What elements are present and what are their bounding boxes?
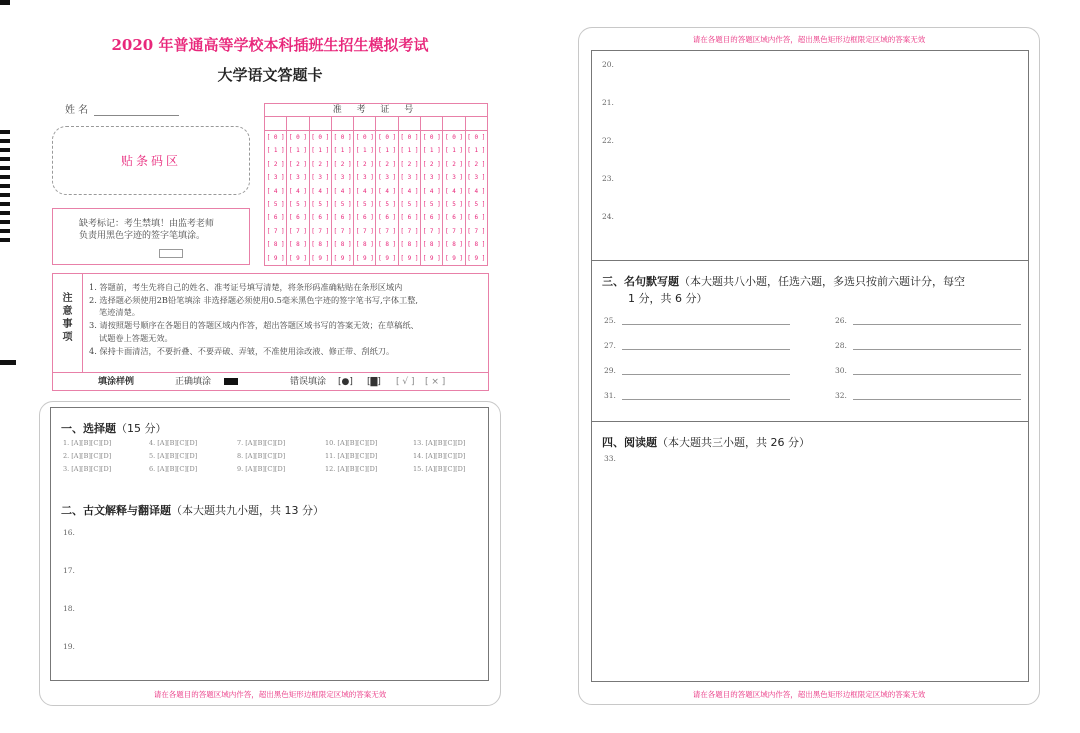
correct-fill-label: 正确填涂 bbox=[175, 377, 212, 387]
digit-bubble[interactable]: [ 8 ] bbox=[400, 241, 419, 249]
fill-answer-line[interactable] bbox=[853, 349, 1021, 350]
admission-digit-column bbox=[421, 117, 443, 265]
digit-bubble[interactable]: [ 6 ] bbox=[400, 214, 419, 222]
choice-bubble-group[interactable]: 14. [A][B][C][D] bbox=[413, 452, 466, 460]
digit-bubble[interactable]: [ 0 ] bbox=[400, 134, 419, 141]
question-20[interactable]: 20. bbox=[602, 60, 614, 69]
digit-bubble[interactable]: [ 2 ] bbox=[444, 160, 464, 168]
digit-bubble[interactable]: [ 7 ] bbox=[355, 227, 374, 235]
digit-bubble[interactable]: [ 4 ] bbox=[355, 187, 374, 195]
admission-digit-write-box[interactable] bbox=[443, 117, 464, 131]
admission-digit-write-box[interactable] bbox=[376, 117, 397, 131]
digit-bubble[interactable]: [ 3 ] bbox=[422, 174, 441, 182]
digit-bubble[interactable]: [ 2 ] bbox=[355, 160, 374, 168]
digit-bubble[interactable]: [ 7 ] bbox=[422, 227, 441, 235]
question-33[interactable]: 33. bbox=[604, 454, 616, 463]
fill-answer-line[interactable] bbox=[622, 324, 790, 325]
digit-bubble[interactable]: [ 0 ] bbox=[311, 134, 330, 141]
digit-bubble[interactable]: [ 7 ] bbox=[400, 227, 419, 235]
section3-points-line2: 1 分，共 6 分） bbox=[628, 292, 708, 305]
question-21[interactable]: 21. bbox=[602, 98, 614, 107]
digit-bubble[interactable]: [ 0 ] bbox=[422, 134, 441, 141]
digit-bubble[interactable]: [ 5 ] bbox=[266, 200, 285, 208]
admission-number-columns bbox=[265, 117, 487, 265]
admission-digit-write-box[interactable] bbox=[310, 117, 331, 131]
digit-bubble[interactable]: [ 4 ] bbox=[311, 187, 330, 195]
question-16[interactable]: 16. bbox=[63, 528, 75, 537]
fill-sample-label: 填涂样例 bbox=[98, 377, 135, 387]
admission-digit-column bbox=[399, 117, 421, 265]
question-17[interactable]: 17. bbox=[63, 566, 75, 575]
section2-title: 二、古文解释与翻译题（本大题共九小题，共 13 分） bbox=[61, 504, 324, 517]
absent-checkbox[interactable] bbox=[159, 249, 183, 258]
instruction-line: 2. 选择题必须使用2B铅笔填涂 非选择题必须使用0.5毫米黑色字迹的签字笔书写,字体工整, bbox=[89, 294, 419, 305]
right-header-note: 请在各题目的答题区域内作答，超出黑色矩形边框限定区域的答案无效 bbox=[692, 35, 926, 44]
digit-bubble[interactable]: [ 3 ] bbox=[266, 174, 285, 182]
digit-bubble[interactable]: [ 3 ] bbox=[355, 174, 374, 182]
digit-bubble[interactable]: [ 3 ] bbox=[444, 174, 464, 182]
admission-digit-column bbox=[287, 117, 309, 265]
section1-title: 一、选择题（15 分） bbox=[61, 422, 167, 435]
digit-bubble[interactable]: [ 0 ] bbox=[288, 134, 307, 141]
answer-region-20-24 bbox=[591, 50, 1029, 261]
fill-question: 28. bbox=[835, 341, 847, 350]
choice-bubble-group[interactable]: 1. [A][B][C][D] bbox=[63, 439, 112, 447]
instructions-label bbox=[53, 274, 83, 372]
digit-bubble[interactable]: [ 9 ] bbox=[288, 254, 307, 262]
wrong-mark: [ √ ] bbox=[396, 377, 415, 387]
instruction-line: 1. 答题前，考生先将自己的姓名、准考证号填写清楚，将条形码准确粘贴在条形区域内 bbox=[89, 282, 403, 292]
absent-text-2: 负责用黑色字迹的签字笔填涂。 bbox=[79, 231, 206, 241]
digit-bubble[interactable]: [ 9 ] bbox=[311, 254, 330, 262]
choice-bubble-group[interactable]: 6. [A][B][C][D] bbox=[149, 465, 198, 473]
digit-bubble[interactable]: [ 6 ] bbox=[444, 214, 464, 222]
digit-bubble[interactable]: [ 6 ] bbox=[467, 214, 486, 222]
fill-answer-line[interactable] bbox=[622, 374, 790, 375]
digit-bubble[interactable]: [ 6 ] bbox=[422, 214, 441, 222]
digit-bubble[interactable]: [ 2 ] bbox=[311, 160, 330, 168]
admission-digit-write-box[interactable] bbox=[354, 117, 375, 131]
digit-bubble[interactable]: [ 0 ] bbox=[333, 134, 352, 141]
digit-bubble[interactable]: [ 4 ] bbox=[422, 187, 441, 195]
digit-bubble[interactable]: [ 0 ] bbox=[378, 134, 397, 141]
choice-bubble-group[interactable]: 10. [A][B][C][D] bbox=[325, 439, 378, 447]
admission-digit-write-box[interactable] bbox=[399, 117, 420, 131]
fill-answer-line[interactable] bbox=[853, 399, 1021, 400]
question-18[interactable]: 18. bbox=[63, 604, 75, 613]
digit-bubble[interactable]: [ 6 ] bbox=[378, 214, 397, 222]
instructions-box bbox=[52, 273, 489, 391]
digit-bubble[interactable]: [ 1 ] bbox=[422, 147, 441, 155]
correct-fill-sample bbox=[224, 378, 238, 385]
digit-bubble[interactable]: [ 9 ] bbox=[266, 254, 285, 262]
digit-bubble[interactable]: [ 8 ] bbox=[311, 241, 330, 249]
digit-bubble[interactable]: [ 2 ] bbox=[378, 160, 397, 168]
fill-question: 32. bbox=[835, 391, 847, 400]
instruction-line: 试题卷上答题无效。 bbox=[99, 332, 173, 343]
digit-bubble[interactable]: [ 3 ] bbox=[311, 174, 330, 182]
choice-bubble-group[interactable]: 12. [A][B][C][D] bbox=[325, 465, 378, 473]
question-24[interactable]: 24. bbox=[602, 212, 614, 221]
digit-bubble[interactable]: [ 2 ] bbox=[422, 160, 441, 168]
left-answer-region bbox=[50, 407, 489, 681]
digit-bubble[interactable]: [ 3 ] bbox=[333, 174, 352, 182]
section3-region bbox=[591, 260, 1029, 422]
choice-bubble-group[interactable]: 11. [A][B][C][D] bbox=[325, 452, 378, 460]
digit-bubble[interactable]: [ 6 ] bbox=[288, 214, 307, 222]
digit-bubble[interactable]: [ 9 ] bbox=[378, 254, 397, 262]
digit-bubble[interactable]: [ 1 ] bbox=[355, 147, 374, 155]
fill-answer-line[interactable] bbox=[853, 324, 1021, 325]
instruction-line: 笔迹清楚。 bbox=[99, 307, 140, 318]
digit-bubble[interactable]: [ 9 ] bbox=[400, 254, 419, 262]
wrong-mark: [ × ] bbox=[425, 377, 446, 387]
digit-bubble[interactable]: [ 7 ] bbox=[288, 227, 307, 235]
admission-digit-write-box[interactable] bbox=[265, 117, 286, 131]
admission-number-grid bbox=[264, 103, 488, 266]
fill-question: 27. bbox=[604, 341, 616, 350]
fill-answer-line[interactable] bbox=[622, 349, 790, 350]
digit-bubble[interactable]: [ 8 ] bbox=[444, 241, 464, 249]
notes-label-char: 意 bbox=[62, 306, 73, 317]
digit-bubble[interactable]: [ 8 ] bbox=[288, 241, 307, 249]
digit-bubble[interactable]: [ 2 ] bbox=[467, 160, 486, 168]
admission-digit-column bbox=[310, 117, 332, 265]
digit-bubble[interactable]: [ 8 ] bbox=[467, 241, 486, 249]
digit-bubble[interactable]: [ 8 ] bbox=[355, 241, 374, 249]
digit-bubble[interactable]: [ 4 ] bbox=[266, 187, 285, 195]
digit-bubble[interactable]: [ 3 ] bbox=[467, 174, 486, 182]
digit-bubble[interactable]: [ 6 ] bbox=[355, 214, 374, 222]
digit-bubble[interactable]: [ 0 ] bbox=[266, 134, 285, 141]
digit-bubble[interactable]: [ 0 ] bbox=[355, 134, 374, 141]
digit-bubble[interactable]: [ 2 ] bbox=[333, 160, 352, 168]
choice-bubble-group[interactable]: 2. [A][B][C][D] bbox=[63, 452, 112, 460]
digit-bubble[interactable]: [ 1 ] bbox=[444, 147, 464, 155]
digit-bubble[interactable]: [ 0 ] bbox=[444, 134, 464, 141]
absent-mark-box bbox=[52, 208, 250, 265]
digit-bubble[interactable]: [ 5 ] bbox=[400, 200, 419, 208]
question-22[interactable]: 22. bbox=[602, 136, 614, 145]
wrong-mark: [●] bbox=[338, 377, 353, 387]
question-19[interactable]: 19. bbox=[63, 642, 75, 651]
admission-digit-write-box[interactable] bbox=[287, 117, 308, 131]
admission-digit-column bbox=[265, 117, 287, 265]
timing-marks bbox=[0, 0, 12, 733]
digit-bubble[interactable]: [ 5 ] bbox=[355, 200, 374, 208]
digit-bubble[interactable]: [ 9 ] bbox=[333, 254, 352, 262]
digit-bubble[interactable]: [ 6 ] bbox=[333, 214, 352, 222]
digit-bubble[interactable]: [ 8 ] bbox=[266, 241, 285, 249]
digit-bubble[interactable]: [ 7 ] bbox=[266, 227, 285, 235]
digit-bubble[interactable]: [ 5 ] bbox=[444, 200, 464, 208]
digit-bubble[interactable]: [ 8 ] bbox=[378, 241, 397, 249]
notes-label-char: 项 bbox=[62, 332, 73, 343]
section3-title: 三、名句默写题（本大题共八小题，任选六题，多选只按前六题计分，每空 bbox=[602, 275, 965, 288]
section4-title: 四、阅读题（本大题共三小题，共 26 分） bbox=[602, 436, 810, 449]
digit-bubble[interactable]: [ 0 ] bbox=[467, 134, 486, 141]
notes-label-char: 注 bbox=[62, 293, 73, 304]
absent-text-1: 缺考标记：考生禁填！由监考老师 bbox=[79, 219, 215, 229]
digit-bubble[interactable]: [ 1 ] bbox=[288, 147, 307, 155]
notes-label-char: 事 bbox=[62, 319, 73, 330]
digit-bubble[interactable]: [ 4 ] bbox=[333, 187, 352, 195]
admission-digit-column bbox=[332, 117, 354, 265]
digit-bubble[interactable]: [ 7 ] bbox=[333, 227, 352, 235]
fill-question: 31. bbox=[604, 391, 616, 400]
digit-bubble[interactable]: [ 7 ] bbox=[311, 227, 330, 235]
choice-bubble-group[interactable]: 7. [A][B][C][D] bbox=[237, 439, 286, 447]
digit-bubble[interactable]: [ 4 ] bbox=[288, 187, 307, 195]
question-23[interactable]: 23. bbox=[602, 174, 614, 183]
digit-bubble[interactable]: [ 4 ] bbox=[378, 187, 397, 195]
digit-bubble[interactable]: [ 6 ] bbox=[311, 214, 330, 222]
name-line[interactable] bbox=[94, 106, 179, 116]
choice-bubble-group[interactable]: 13. [A][B][C][D] bbox=[413, 439, 466, 447]
fill-answer-line[interactable] bbox=[853, 374, 1021, 375]
choice-bubble-group[interactable]: 5. [A][B][C][D] bbox=[149, 452, 198, 460]
name-label: 姓 名 bbox=[65, 105, 89, 116]
digit-bubble[interactable]: [ 5 ] bbox=[467, 200, 486, 208]
digit-bubble[interactable]: [ 1 ] bbox=[467, 147, 486, 155]
admission-digit-column bbox=[443, 117, 465, 265]
choice-bubble-group[interactable]: 4. [A][B][C][D] bbox=[149, 439, 198, 447]
digit-bubble[interactable]: [ 2 ] bbox=[288, 160, 307, 168]
name-field[interactable] bbox=[65, 101, 179, 116]
instruction-line: 4. 保持卡面清洁，不要折叠、不要弄破、弄皱，不准使用涂改液、修正带、刮纸刀。 bbox=[89, 345, 395, 356]
wrong-mark: [▇] bbox=[367, 377, 381, 387]
section4-region bbox=[591, 421, 1029, 682]
digit-bubble[interactable]: [ 7 ] bbox=[467, 227, 486, 235]
digit-bubble[interactable]: [ 5 ] bbox=[333, 200, 352, 208]
digit-bubble[interactable]: [ 9 ] bbox=[422, 254, 441, 262]
digit-bubble[interactable]: [ 8 ] bbox=[333, 241, 352, 249]
admission-digit-write-box[interactable] bbox=[421, 117, 442, 131]
digit-bubble[interactable]: [ 5 ] bbox=[311, 200, 330, 208]
digit-bubble[interactable]: [ 6 ] bbox=[266, 214, 285, 222]
instructions-text bbox=[89, 281, 484, 357]
admission-digit-write-box[interactable] bbox=[466, 117, 487, 131]
digit-bubble[interactable]: [ 4 ] bbox=[467, 187, 486, 195]
right-footer-note: 请在各题目的答题区域内作答，超出黑色矩形边框限定区域的答案无效 bbox=[692, 690, 926, 699]
fill-sample-row bbox=[53, 372, 488, 391]
fill-answer-line[interactable] bbox=[622, 399, 790, 400]
digit-bubble[interactable]: [ 2 ] bbox=[266, 160, 285, 168]
digit-bubble[interactable]: [ 8 ] bbox=[422, 241, 441, 249]
digit-bubble[interactable]: [ 1 ] bbox=[400, 147, 419, 155]
barcode-area: 贴条码区 bbox=[52, 126, 250, 195]
choice-bubble-group[interactable]: 15. [A][B][C][D] bbox=[413, 465, 466, 473]
digit-bubble[interactable]: [ 3 ] bbox=[378, 174, 397, 182]
digit-bubble[interactable]: [ 1 ] bbox=[311, 147, 330, 155]
admission-digit-write-box[interactable] bbox=[332, 117, 353, 131]
digit-bubble[interactable]: [ 2 ] bbox=[400, 160, 419, 168]
admission-digit-column bbox=[466, 117, 487, 265]
digit-bubble[interactable]: [ 4 ] bbox=[400, 187, 419, 195]
digit-bubble[interactable]: [ 9 ] bbox=[355, 254, 374, 262]
fill-question: 30. bbox=[835, 366, 847, 375]
digit-bubble[interactable]: [ 3 ] bbox=[288, 174, 307, 182]
exam-title: 2020 年普通高等学校本科插班生招生模拟考试 bbox=[111, 36, 429, 54]
digit-bubble[interactable]: [ 1 ] bbox=[378, 147, 397, 155]
digit-bubble[interactable]: [ 9 ] bbox=[467, 254, 486, 262]
digit-bubble[interactable]: [ 5 ] bbox=[422, 200, 441, 208]
multiple-choice-grid bbox=[63, 439, 488, 479]
digit-bubble[interactable]: [ 1 ] bbox=[266, 147, 285, 155]
digit-bubble[interactable]: [ 4 ] bbox=[444, 187, 464, 195]
answer-card-title: 大学语文答题卡 bbox=[217, 66, 323, 84]
digit-bubble[interactable]: [ 9 ] bbox=[444, 254, 464, 262]
digit-bubble[interactable]: [ 1 ] bbox=[333, 147, 352, 155]
fill-question: 29. bbox=[604, 366, 616, 375]
admission-digit-column bbox=[354, 117, 376, 265]
choice-bubble-group[interactable]: 9. [A][B][C][D] bbox=[237, 465, 286, 473]
instruction-line: 3. 请按照题号顺序在各题目的答题区域内作答，超出答题区域书写的答案无效；在草稿纸、 bbox=[89, 320, 419, 331]
digit-bubble[interactable]: [ 5 ] bbox=[288, 200, 307, 208]
choice-bubble-group[interactable]: 8. [A][B][C][D] bbox=[237, 452, 286, 460]
digit-bubble[interactable]: [ 5 ] bbox=[378, 200, 397, 208]
left-footer-note: 请在各题目的答题区域内作答，超出黑色矩形边框限定区域的答案无效 bbox=[153, 690, 387, 699]
admission-digit-column bbox=[376, 117, 398, 265]
admission-number-header: 准 考 证 号 bbox=[265, 104, 487, 117]
digit-bubble[interactable]: [ 3 ] bbox=[400, 174, 419, 182]
wrong-fill-label: 错误填涂 bbox=[290, 377, 327, 387]
digit-bubble[interactable]: [ 7 ] bbox=[378, 227, 397, 235]
fill-question: 26. bbox=[835, 316, 847, 325]
fill-question: 25. bbox=[604, 316, 616, 325]
choice-bubble-group[interactable]: 3. [A][B][C][D] bbox=[63, 465, 112, 473]
digit-bubble[interactable]: [ 7 ] bbox=[444, 227, 464, 235]
